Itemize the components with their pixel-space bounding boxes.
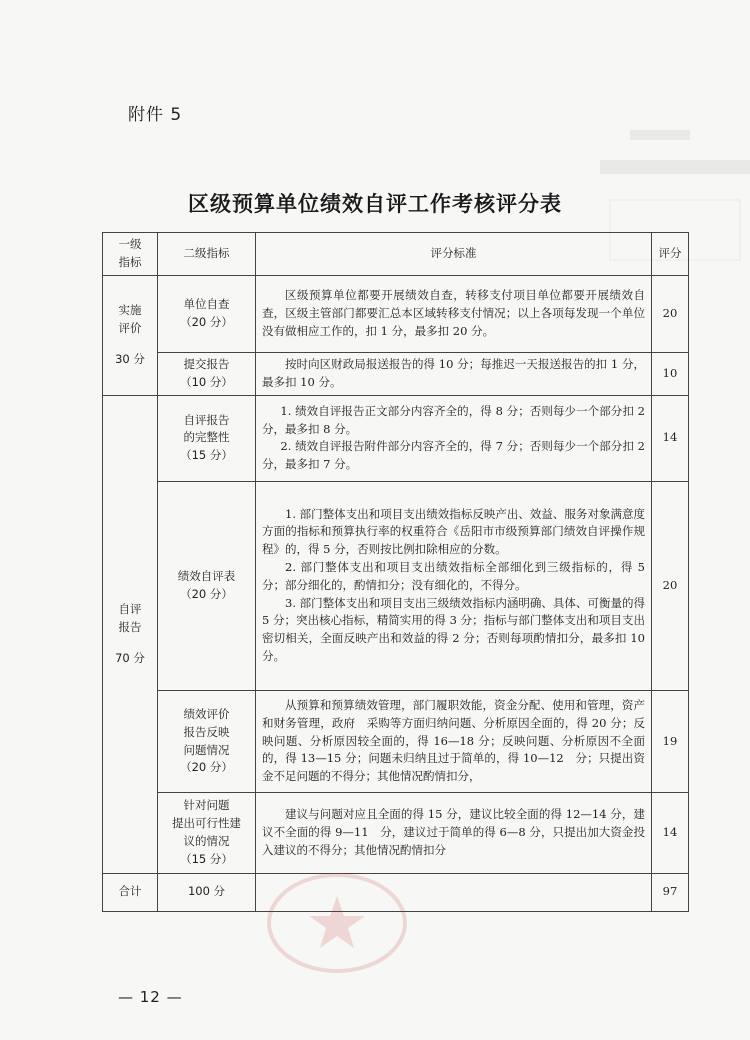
header-criteria: 评分标准 [256, 233, 652, 276]
page-title: 区级预算单位绩效自评工作考核评分表 [188, 192, 562, 216]
header-score: 评分 [652, 233, 689, 276]
total-score: 97 [652, 873, 689, 911]
table-row [103, 793, 689, 873]
criteria-cell: 1. 部门整体支出和项目支出绩效指标反映产出、效益、服务对象满意度方面的指标和预算执行率的权重符合《岳阳市市级预算部门绩效自评操作规程》的，得 5 分，否则按比例扣除相应的分数。 2. 部门整体支出和项目支出绩效指标全部细化到三级指标的，得 5 分；部分细化的，酌情扣分；没有细化的，不得分。 3. 部门整体支出和项目支出三级绩效指标内涵明确、具体、可衡量的得 5 分；突出核心指标，精简实用的得 3 分；指标与部门整体支出和项目支出密切相关，全面反映产出和效益的得 2 分；否则每项酌情扣分，最多扣 10 分。 [256, 481, 652, 690]
score-cell: 20 [652, 481, 689, 690]
table-row [103, 481, 689, 690]
criteria-cell: 从预算和预算绩效管理，部门履职效能，资金分配、使用和管理，资产和财务管理，政府 采购等方面归纳问题、分析原因全面的，得 20 分；反映问题、分析原因较全面的，得 16—18 分；反映问题、分析原因不全面的，得 13—15 分；问题未归纳且过于简单的，得 10—12 分；只提出资金不足问题的不得分；其他情况酌情扣分， [256, 690, 652, 793]
indicator-cell: 自评报告 的完整性 （15 分） [158, 396, 256, 481]
score-cell: 20 [652, 275, 689, 352]
indicator-cell: 针对问题 提出可行性建 议的情况 （15 分） [158, 793, 256, 873]
group-cell-self-evaluation: 自评 报告 70 分 [103, 396, 158, 874]
total-criteria-empty [256, 873, 652, 911]
criteria-cell: 按时向区财政局报送报告的得 10 分；每推迟一天报送报告的扣 1 分，最多扣 10 分。 [256, 353, 652, 396]
score-cell: 10 [652, 353, 689, 396]
header-level1: 一级 指标 [103, 233, 158, 276]
scoring-table [102, 232, 689, 912]
page-number: — 12 — [118, 988, 183, 1006]
attachment-label: 附件 5 [128, 105, 183, 125]
criteria-cell: 1. 绩效自评报告正文部分内容齐全的，得 8 分；否则每少一个部分扣 2 分，最多扣 8 分。 2. 绩效自评报告附件部分内容齐全的，得 7 分；否则每少一个部分扣 2 分，最多扣 7 分。 [256, 396, 652, 481]
indicator-cell: 绩效自评表 （20 分） [158, 481, 256, 690]
table-row [103, 275, 689, 352]
criteria-cell: 区级预算单位都要开展绩效自查，转移支付项目单位都要开展绩效自查，区级主管部门都要汇总本区域转移支付情况；以上各项每发现一个单位没有做相应工作的，扣 1 分，最多扣 20 分。 [256, 275, 652, 352]
indicator-cell: 绩效评价 报告反映 问题情况 （20 分） [158, 690, 256, 793]
table-row [103, 690, 689, 793]
score-cell: 19 [652, 690, 689, 793]
score-cell: 14 [652, 396, 689, 481]
total-label: 合计 [103, 873, 158, 911]
table-header-row [103, 233, 689, 276]
total-row [103, 873, 689, 911]
total-points: 100 分 [158, 873, 256, 911]
group-cell-implementation: 实施 评价 30 分 [103, 275, 158, 395]
table-row [103, 396, 689, 481]
criteria-cell: 建议与问题对应且全面的得 15 分，建议比较全面的得 12—14 分，建议不全面的得 9—11 分，建议过于简单的得 6—8 分，只提出加大资金投入建议的不得分；其他情况酌情扣分 [256, 793, 652, 873]
indicator-cell: 提交报告 （10 分） [158, 353, 256, 396]
table-row [103, 353, 689, 396]
header-level2: 二级指标 [158, 233, 256, 276]
indicator-cell: 单位自查 （20 分） [158, 275, 256, 352]
score-cell: 14 [652, 793, 689, 873]
